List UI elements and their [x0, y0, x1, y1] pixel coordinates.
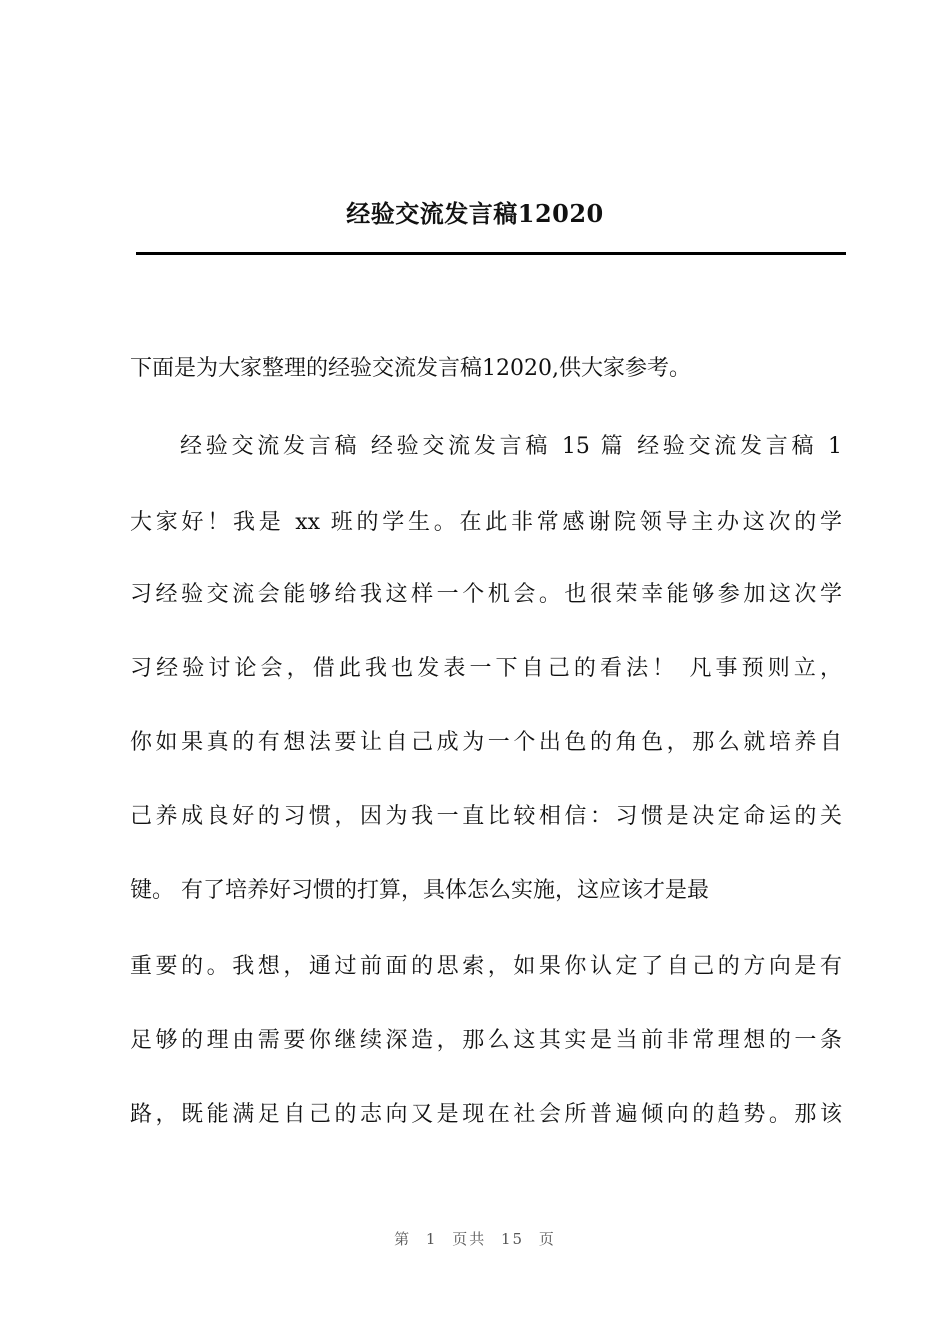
- body-line-2: 大家好！我是 xx 班的学生。在此非常感谢院领导主办这次的学: [130, 510, 842, 535]
- body-line-10: 路，既能满足自己的志向又是现在社会所普遍倾向的趋势。那该: [130, 1102, 842, 1127]
- body-line-8: 重要的。我想，通过前面的思索，如果你认定了自己的方向是有: [130, 954, 842, 979]
- body-line-6: 己养成良好的习惯，因为我一直比较相信：习惯是决定命运的关: [130, 804, 842, 829]
- body-line-4: 习经验讨论会，借此我也发表一下自己的看法！ 凡事预则立，: [130, 656, 842, 681]
- page-number-footer: 第 1 页共 15 页: [394, 1230, 556, 1248]
- body-line-1: 经验交流发言稿 经验交流发言稿 15 篇 经验交流发言稿 1: [180, 434, 842, 459]
- body-line-3: 习经验交流会能够给我这样一个机会。也很荣幸能够参加这次学: [130, 582, 842, 607]
- body-line-9: 足够的理由需要你继续深造，那么这其实是当前非常理想的一条: [130, 1028, 842, 1053]
- intro-line: 下面是为大家整理的经验交流发言稿12020,供大家参考。: [130, 356, 691, 381]
- body-line-7: 键。 有了培养好习惯的打算，具体怎么实施，这应该才是最: [130, 878, 709, 903]
- document-title: 经验交流发言稿12020: [346, 199, 604, 228]
- title-underline: [136, 252, 846, 255]
- body-line-5: 你如果真的有想法要让自己成为一个出色的角色，那么就培养自: [130, 730, 842, 755]
